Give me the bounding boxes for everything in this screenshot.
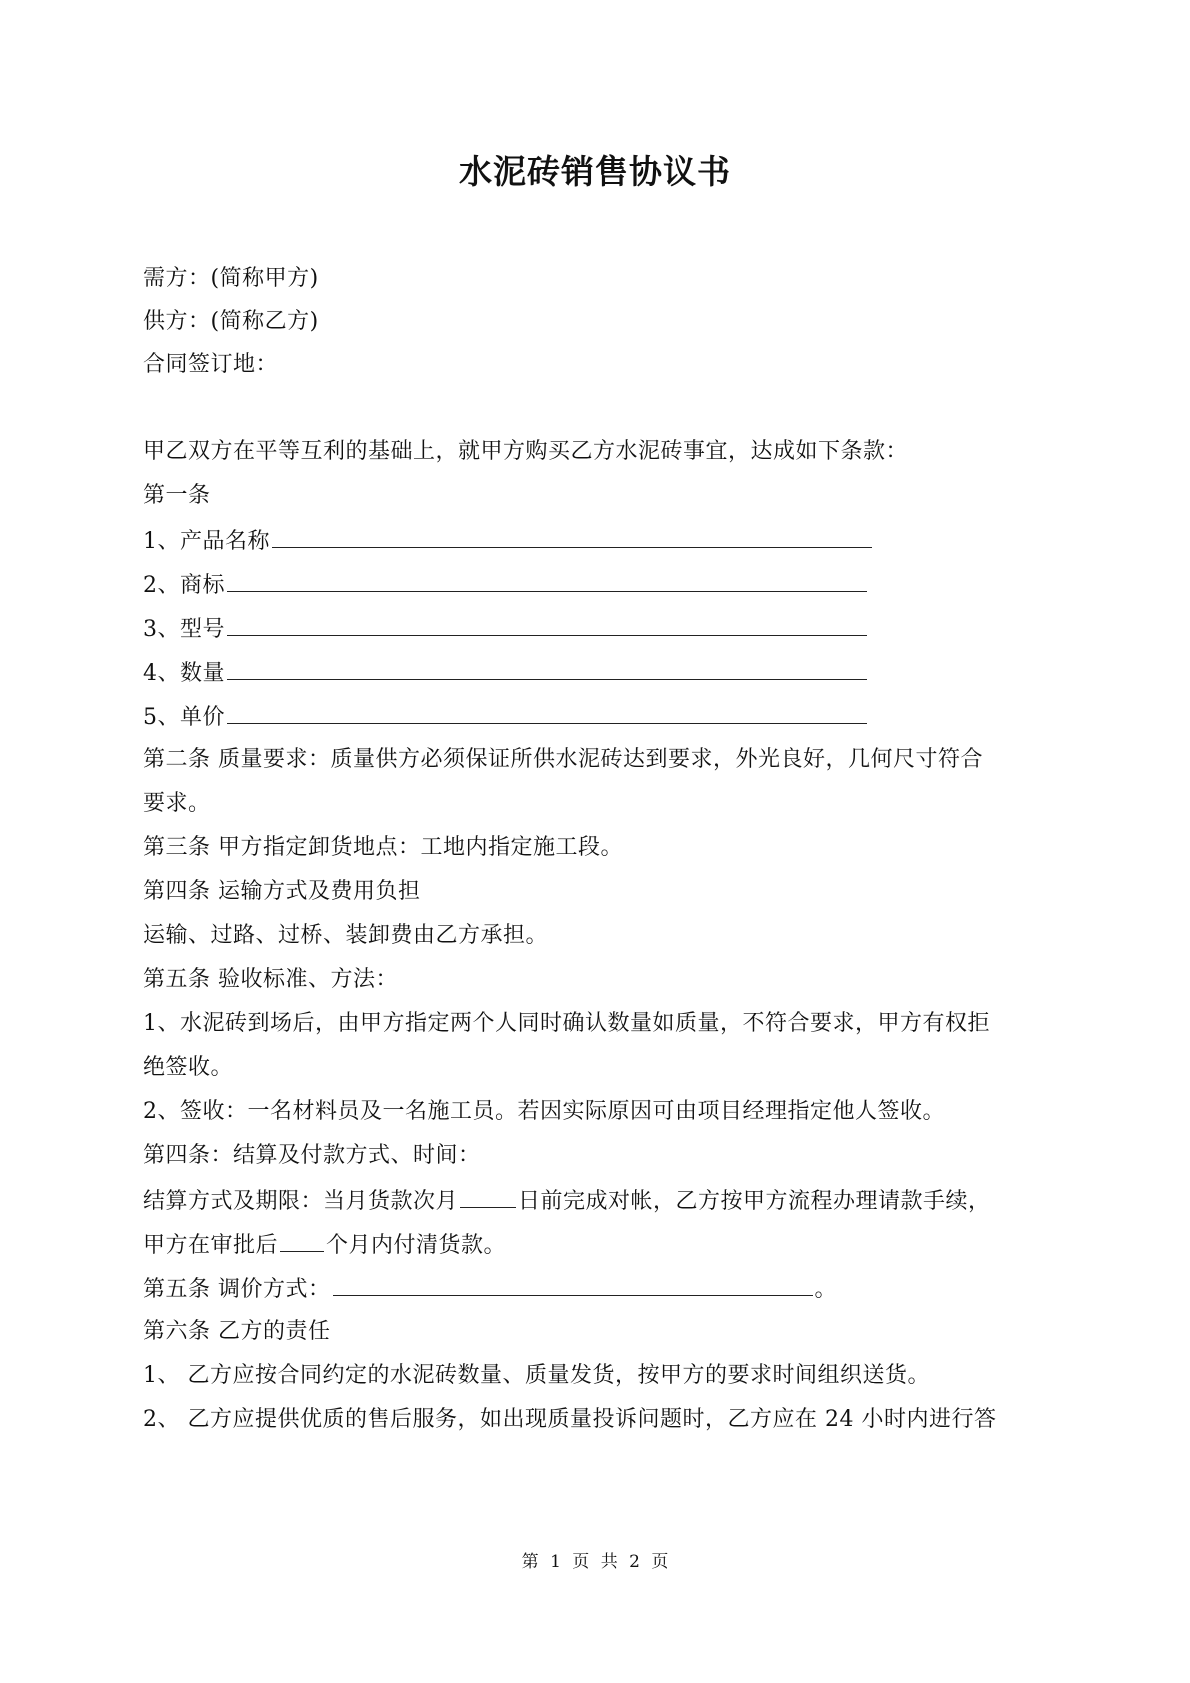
model-field — [143, 613, 867, 645]
fill-in-blank — [227, 569, 867, 592]
unit-price-field — [143, 701, 867, 733]
price-adjustment-line — [143, 1273, 837, 1305]
product-name-field — [143, 525, 872, 557]
field-label: 5、单价 — [143, 705, 225, 730]
article-5-item-1-line-1: 1、水泥砖到场后，由甲方指定两个人同时确认数量如质量，不符合要求，甲方有权拒 — [143, 1011, 990, 1036]
article-2-line-1: 第二条 质量要求：质量供方必须保证所供水泥砖达到要求，外光良好，几何尺寸符合 — [143, 747, 983, 772]
quantity-field — [143, 657, 867, 689]
settlement-text: 甲方在审批后 — [143, 1233, 279, 1258]
article-1-heading: 第一条 — [143, 483, 211, 508]
fill-in-blank — [333, 1273, 813, 1296]
fill-in-blank — [280, 1229, 324, 1252]
article-3: 第三条 甲方指定卸货地点：工地内指定施工段。 — [143, 835, 623, 860]
fill-in-blank — [227, 657, 867, 680]
article-2-line-2: 要求。 — [143, 791, 211, 816]
article-4-body: 运输、过路、过桥、装卸费由乙方承担。 — [143, 923, 549, 948]
buyer-line: 需方：(简称甲方) — [143, 266, 319, 291]
price-adjustment-end: 。 — [814, 1277, 838, 1302]
field-label: 2、商标 — [143, 573, 225, 598]
settlement-text: 日前完成对帐，乙方按甲方流程办理请款手续， — [518, 1189, 991, 1214]
price-adjustment-label: 第五条 调价方式： — [143, 1277, 331, 1302]
article-5-heading: 第五条 验收标准、方法： — [143, 967, 398, 992]
document-title: 水泥砖销售协议书 — [459, 152, 731, 191]
article-6-heading: 第六条 乙方的责任 — [143, 1319, 331, 1344]
article-5-item-1-line-2: 绝签收。 — [143, 1055, 234, 1080]
settlement-line-1 — [143, 1185, 991, 1217]
fill-in-blank — [460, 1185, 516, 1208]
article-4-heading: 第四条 运输方式及费用负担 — [143, 879, 421, 904]
page-footer: 第 1 页 共 2 页 — [521, 1552, 669, 1572]
article-5-item-2: 2、签收：一名材料员及一名施工员。若因实际原因可由项目经理指定他人签收。 — [143, 1099, 945, 1124]
trademark-field — [143, 569, 867, 601]
settlement-text: 个月内付清货款。 — [326, 1233, 507, 1258]
intro-paragraph: 甲乙双方在平等互利的基础上，就甲方购买乙方水泥砖事宜，达成如下条款： — [143, 439, 909, 464]
fill-in-blank — [227, 701, 867, 724]
settlement-heading: 第四条：结算及付款方式、时间： — [143, 1143, 481, 1168]
settlement-line-2 — [143, 1229, 506, 1261]
seller-line: 供方：(简称乙方) — [143, 309, 319, 334]
signing-place-line: 合同签订地： — [143, 352, 279, 377]
fill-in-blank — [272, 525, 872, 548]
field-label: 3、型号 — [143, 617, 225, 642]
fill-in-blank — [227, 613, 867, 636]
settlement-text: 结算方式及期限：当月货款次月 — [143, 1189, 459, 1214]
field-label: 1、产品名称 — [143, 529, 270, 554]
field-label: 4、数量 — [143, 661, 225, 686]
article-6-item-1: 1、 乙方应按合同约定的水泥砖数量、质量发货，按甲方的要求时间组织送货。 — [143, 1363, 930, 1388]
article-6-item-2: 2、 乙方应提供优质的售后服务，如出现质量投诉问题时，乙方应在 24 小时内进行答 — [143, 1407, 997, 1432]
